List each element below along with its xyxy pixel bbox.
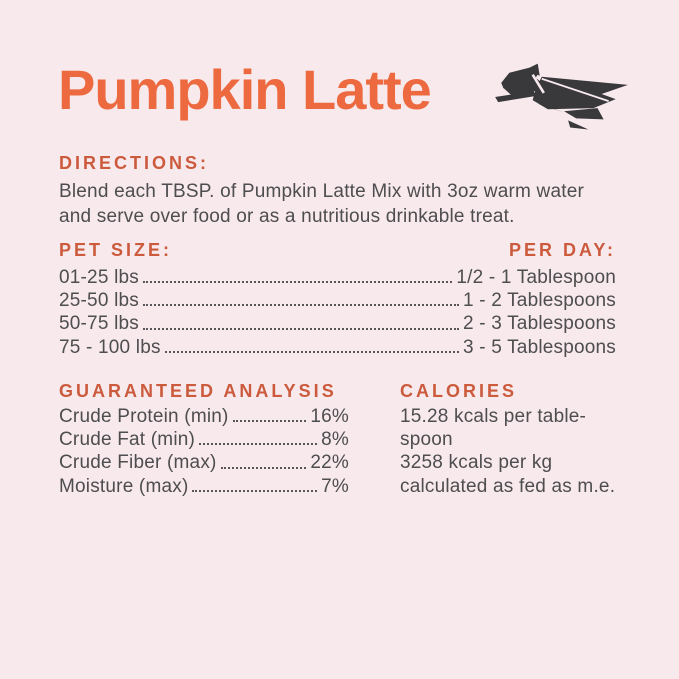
per-day-value: 1 - 2 Tablespoons — [462, 290, 616, 312]
pet-size-heading: PET SIZE: — [59, 240, 173, 260]
dotted-leader — [143, 304, 459, 306]
pet-size-value: 50-75 lbs — [59, 313, 139, 335]
calories-line-3: 3258 kcals per kg — [400, 452, 553, 474]
table-row — [59, 405, 349, 428]
guaranteed-analysis-table — [59, 405, 349, 498]
analysis-label: Crude Fat (min) — [59, 429, 196, 451]
dotted-leader — [199, 443, 317, 445]
guaranteed-analysis-heading: GUARANTEED ANALYSIS — [59, 381, 337, 401]
analysis-value: 16% — [310, 406, 349, 427]
table-row — [59, 336, 616, 359]
analysis-value: 22% — [310, 452, 349, 474]
pet-size-value: 01-25 lbs — [59, 267, 139, 288]
page-title: Pumpkin Latte — [58, 58, 431, 121]
analysis-label: Moisture (max) — [59, 475, 189, 497]
directions-heading: DIRECTIONS: — [59, 153, 209, 173]
table-row — [59, 266, 616, 289]
per-day-heading: PER DAY: — [508, 240, 616, 260]
flying-dog-logo-icon — [483, 53, 635, 135]
pet-size-value: 25-50 lbs — [59, 290, 139, 312]
table-row — [59, 428, 349, 451]
calories-heading: CALORIES — [400, 381, 518, 401]
feeding-table-headings — [59, 240, 616, 261]
directions-text — [59, 179, 584, 229]
feeding-table — [59, 266, 616, 359]
calories-text — [400, 405, 615, 498]
dotted-leader — [143, 281, 452, 283]
table-row — [59, 451, 349, 474]
calories-line-2: spoon — [400, 429, 453, 451]
analysis-label: Crude Fiber (max) — [59, 452, 217, 474]
table-row — [59, 289, 616, 312]
per-day-value: 3 - 5 Tablespoons — [462, 336, 616, 358]
dotted-leader — [221, 467, 307, 469]
per-day-value: 2 - 3 Tablespoons — [462, 313, 616, 335]
analysis-value: 7% — [321, 475, 349, 497]
dotted-leader — [165, 351, 459, 353]
table-row — [59, 312, 616, 335]
calories-line-1: 15.28 kcals per table- — [400, 406, 587, 427]
analysis-label: Crude Protein (min) — [59, 406, 229, 427]
table-row — [59, 475, 349, 498]
per-day-value: 1/2 - 1 Tablespoon — [456, 267, 616, 288]
pet-size-value: 75 - 100 lbs — [59, 336, 161, 358]
directions-line-1: Blend each TBSP. of Pumpkin Latte Mix with 3oz warm water — [59, 181, 584, 202]
dotted-leader — [192, 490, 317, 492]
calories-line-4: calculated as fed as m.e. — [400, 475, 616, 497]
directions-line-2: and serve over food or as a nutritious drinkable treat. — [59, 206, 515, 227]
analysis-value: 8% — [321, 429, 349, 451]
dotted-leader — [143, 328, 459, 330]
dotted-leader — [233, 420, 307, 422]
